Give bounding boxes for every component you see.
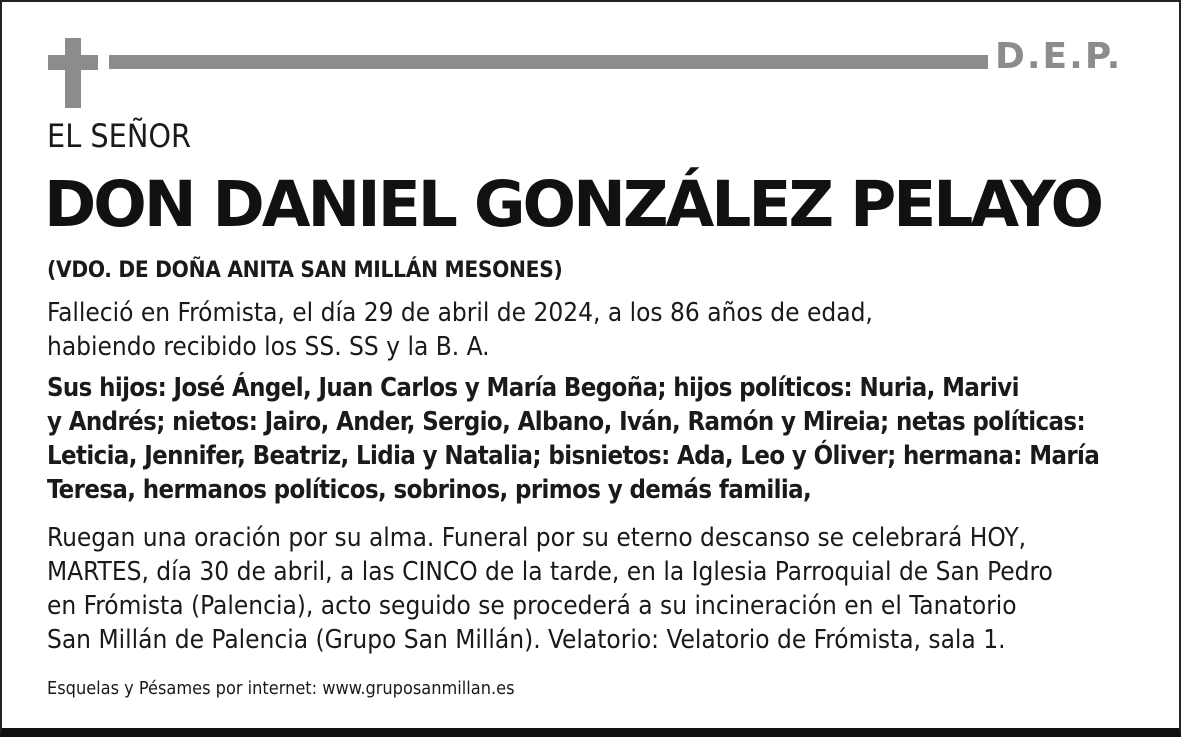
- dep-label: D.E.P.: [995, 36, 1123, 77]
- intro-title: EL SEÑOR: [47, 117, 192, 155]
- family-line: Sus hijos: José Ángel, Juan Carlos y María Begoña; hijos políticos: Nuria, Marivi: [47, 373, 1019, 403]
- family-line: Leticia, Jennifer, Beatriz, Lidia y Natalia; bisnietos: Ada, Leo y Óliver; hermana: María: [47, 441, 1100, 471]
- family-line: Teresa, hermanos políticos, sobrinos, primos y demás familia,: [47, 475, 812, 505]
- family-list: [47, 371, 1099, 507]
- funeral-line: en Frómista (Palencia), acto seguido se procederá a su incineración en el Tanatorio: [47, 591, 1017, 621]
- cross-icon: [48, 38, 98, 108]
- header-rule: [109, 55, 988, 69]
- family-line: y Andrés; nietos: Jairo, Ander, Sergio, Albano, Iván, Ramón y Mireia; netas políticas:: [47, 407, 1086, 437]
- widow-note: (VDO. DE DOÑA ANITA SAN MILLÁN MESONES): [47, 257, 563, 283]
- footer-website: Esquelas y Pésames por internet: www.gruposanmillan.es: [47, 678, 515, 699]
- funeral-line: MARTES, día 30 de abril, a las CINCO de la tarde, en la Iglesia Parroquial de San Pedro: [47, 557, 1053, 587]
- death-notice: [47, 296, 873, 364]
- death-notice-line: Falleció en Frómista, el día 29 de abril de 2024, a los 86 años de edad,: [47, 298, 873, 328]
- funeral-notice: [47, 521, 1053, 657]
- deceased-name: DON DANIEL GONZÁLEZ PELAYO: [44, 168, 1102, 241]
- death-notice-line: habiendo recibido los SS. SS y la B. A.: [47, 332, 490, 362]
- funeral-line: Ruegan una oración por su alma. Funeral por su eterno descanso se celebrará HOY,: [47, 523, 1027, 553]
- funeral-line: San Millán de Palencia (Grupo San Millán). Velatorio: Velatorio de Frómista, sala 1.: [47, 625, 1006, 655]
